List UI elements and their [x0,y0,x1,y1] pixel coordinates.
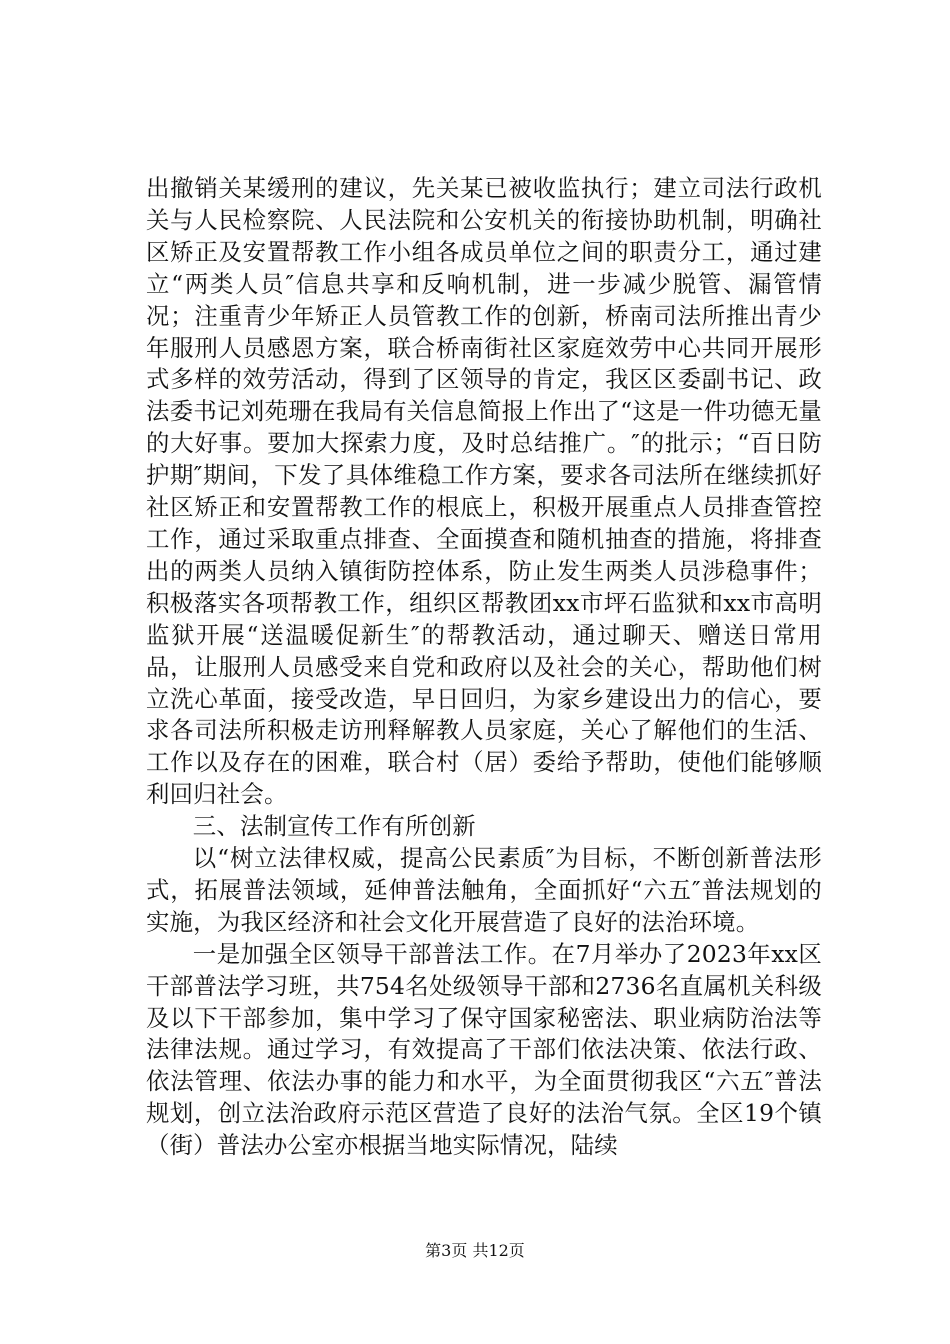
document-body [146,173,822,1162]
paragraph-continuation: 出撤销关某缓刑的建议，先关某已被收监执行；建立司法行政机关与人民检察院、人民法院和公安机关的衔接协助机制，明确社区矫正及安置帮教工作小组各成员单位之间的职责分工，通过建立“两类人员″信息共享和反响机制，进一步减少脱管、漏管情况；注重青少年矫正人员管教工作的创新，桥南司法所推出青少年服刑人员感恩方案，联合桥南街社区家庭效劳中心共同开展形式多样的效劳活动，得到了区领导的肯定，我区区委副书记、政法委书记刘苑珊在我局有关信息简报上作出了“这是一件功德无量的大好事。要加大探索力度，及时总结推广。″的批示；“百日防护期″期间，下发了具体维稳工作方案，要求各司法所在继续抓好社区矫正和安置帮教工作的根底上，积极开展重点人员排查管控工作，通过采取重点排查、全面摸查和随机抽查的措施，将排查出的两类人员纳入镇街防控体系，防止发生两类人员涉稳事件；积极落实各项帮教工作，组织区帮教团xx市坪石监狱和xx市高明监狱开展“送温暖促新生″的帮教活动，通过聊天、赠送日常用品，让服刑人员感受来自党和政府以及社会的关心，帮助他们树立洗心革面，接受改造，早日回归，为家乡建设出力的信心，要求各司法所积极走访刑释解教人员家庭，关心了解他们的生活、工作以及存在的困难，联合村（居）委给予帮助，使他们能够顺利回归社会。 [146,174,822,809]
paragraph-intro: 以“树立法律权威，提高公民素质″为目标，不断创新普法形式，拓展普法领域，延伸普法触角，全面抓好“六五″普法规划的实施，为我区经济和社会文化开展营造了良好的法治环境。 [146,844,822,936]
page-footer: 第3页 共12页 [425,1241,525,1260]
paragraph-leaders-training: 一是加强全区领导干部普法工作。在7月举办了2023年xx区干部普法学习班，共754名处级领导干部和2736名直属机关科级及以下干部参加，集中学习了保守国家秘密法、职业病防治法等法律法规。通过学习，有效提高了干部们依法决策、依法行政、依法管理、依法办事的能力和水平，为全面贯彻我区“六五″普法规划，创立法治政府示范区营造了良好的法治气氛。全区19个镇（街）普法办公室亦根据当地实际情况，陆续 [146,939,822,1160]
section-heading: 三、法制宣传工作有所创新 [192,812,476,841]
